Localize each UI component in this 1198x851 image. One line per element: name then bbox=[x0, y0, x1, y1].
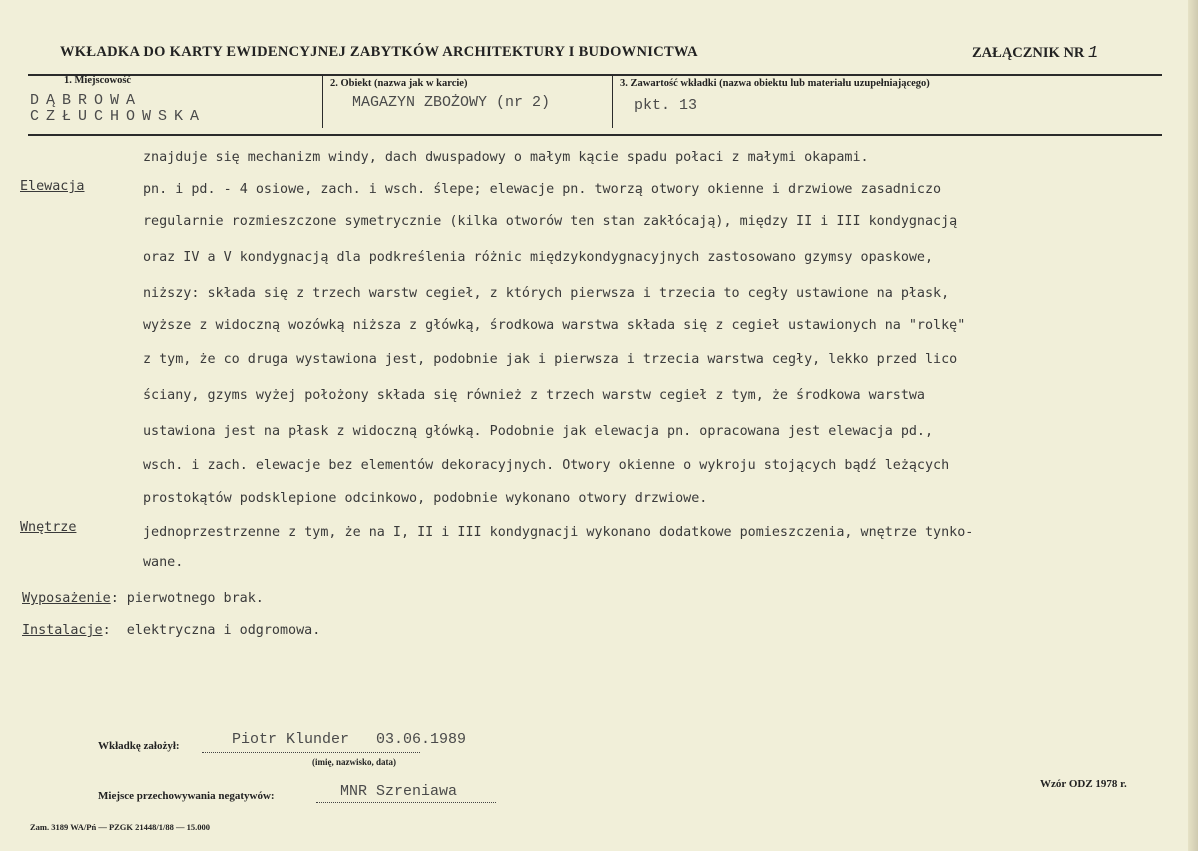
content-value: pkt. 13 bbox=[634, 97, 698, 114]
equipment-value: : pierwotnego brak. bbox=[110, 591, 264, 606]
content-label: 3. Zawartość wkładki (nazwa obiektu lub materiału uzupełniającego) bbox=[620, 78, 930, 89]
negatives-label: Miejsce przechowywania negatywów: bbox=[98, 790, 275, 802]
location-value-line1: DĄBROWA bbox=[30, 92, 143, 109]
header-divider-2 bbox=[612, 76, 613, 128]
location-label: 1. Miejscowość bbox=[64, 75, 132, 86]
installations-row bbox=[22, 623, 320, 638]
annex-label: ZAŁĄCZNIK NR bbox=[972, 45, 1085, 61]
elevation-line: oraz IV a V kondygnacją dla podkreślenia różnic międzykondygnacyjnych zastosowano gzymsy opaskowe, bbox=[143, 250, 934, 265]
interior-line: jednoprzestrzenne z tym, że na I, II i III kondygnacji wykonano dodatkowe pomieszczenia, wnętrze tynko- bbox=[143, 525, 974, 540]
elevation-line: z tym, że co druga wystawiona jest, podobnie jak i pierwsza i trzecia warstwa cegły, lekko przed lico bbox=[143, 352, 958, 367]
interior-line: wane. bbox=[143, 555, 184, 570]
interior-label: Wnętrze bbox=[20, 520, 77, 535]
elevation-line: regularnie rozmieszczone symetrycznie (kilka otworów ten stan zakłócają), między II i III kondygnacją bbox=[143, 214, 958, 229]
object-value: MAGAZYN ZBOŻOWY (nr 2) bbox=[352, 94, 551, 111]
elevation-line: prostokątów podsklepione odcinkowo, podobnie wykonano otwory drzwiowe. bbox=[143, 491, 708, 506]
intro-line: znajduje się mechanizm windy, dach dwuspadowy o małym kącie spadu połaci z małymi okapami. bbox=[143, 150, 869, 165]
created-by-line bbox=[202, 752, 420, 753]
elevation-line: wyższe z widoczną wozówką niższa z główką, środkowa warstwa składa się z cegieł ustawionych na "rolkę" bbox=[143, 318, 966, 333]
location-value-line2: CZŁUCHOWSKA bbox=[30, 108, 207, 125]
elevation-line: pn. i pd. - 4 osiowe, zach. i wsch. ślepe; elewacje pn. tworzą otwory okienne i drzwiowe zasadniczo bbox=[143, 182, 942, 197]
page-edge bbox=[1188, 0, 1198, 851]
installations-label: Instalacje bbox=[22, 623, 103, 638]
annex-number-value: 1 bbox=[1088, 44, 1099, 63]
equipment-label: Wyposażenie bbox=[22, 591, 111, 606]
header-divider-1 bbox=[322, 76, 323, 128]
object-label: 2. Obiekt (nazwa jak w karcie) bbox=[330, 78, 468, 89]
form-label: Wzór ODZ 1978 r. bbox=[1040, 778, 1127, 790]
created-by-hint: (imię, nazwisko, data) bbox=[312, 757, 396, 767]
elevation-label: Elewacja bbox=[20, 179, 85, 194]
annex-number bbox=[972, 44, 1098, 63]
print-info: Zam. 3189 WA/Pń — PZGK 21448/1/88 — 15.000 bbox=[30, 822, 211, 832]
header-bottom-rule bbox=[28, 134, 1162, 136]
installations-value: : elektryczna i odgromowa. bbox=[102, 623, 321, 638]
created-by-value: Piotr Klunder 03.06.1989 bbox=[232, 731, 467, 748]
negatives-value: MNR Szreniawa bbox=[340, 783, 458, 800]
elevation-line: niższy: składa się z trzech warstw cegieł, z których pierwsza i trzecia to cegły ustawione na płask, bbox=[143, 286, 950, 301]
elevation-line: ustawiona jest na płask z widoczną główką. Podobnie jak elewacja pn. opracowana jest elewacja pd., bbox=[143, 424, 934, 439]
elevation-line: ściany, gzyms wyżej położony składa się również z trzech warstw cegieł z tym, że środkowa warstwa bbox=[143, 388, 925, 403]
created-by-label: Wkładkę założył: bbox=[98, 740, 180, 752]
equipment-row bbox=[22, 591, 264, 606]
header-top-rule bbox=[28, 74, 1162, 76]
document-title: WKŁADKA DO KARTY EWIDENCYJNEJ ZABYTKÓW ARCHITEKTURY I BUDOWNICTWA bbox=[60, 44, 698, 60]
negatives-line bbox=[316, 802, 496, 803]
elevation-line: wsch. i zach. elewacje bez elementów dekoracyjnych. Otwory okienne o wykroju stojących bądź leżących bbox=[143, 458, 950, 473]
